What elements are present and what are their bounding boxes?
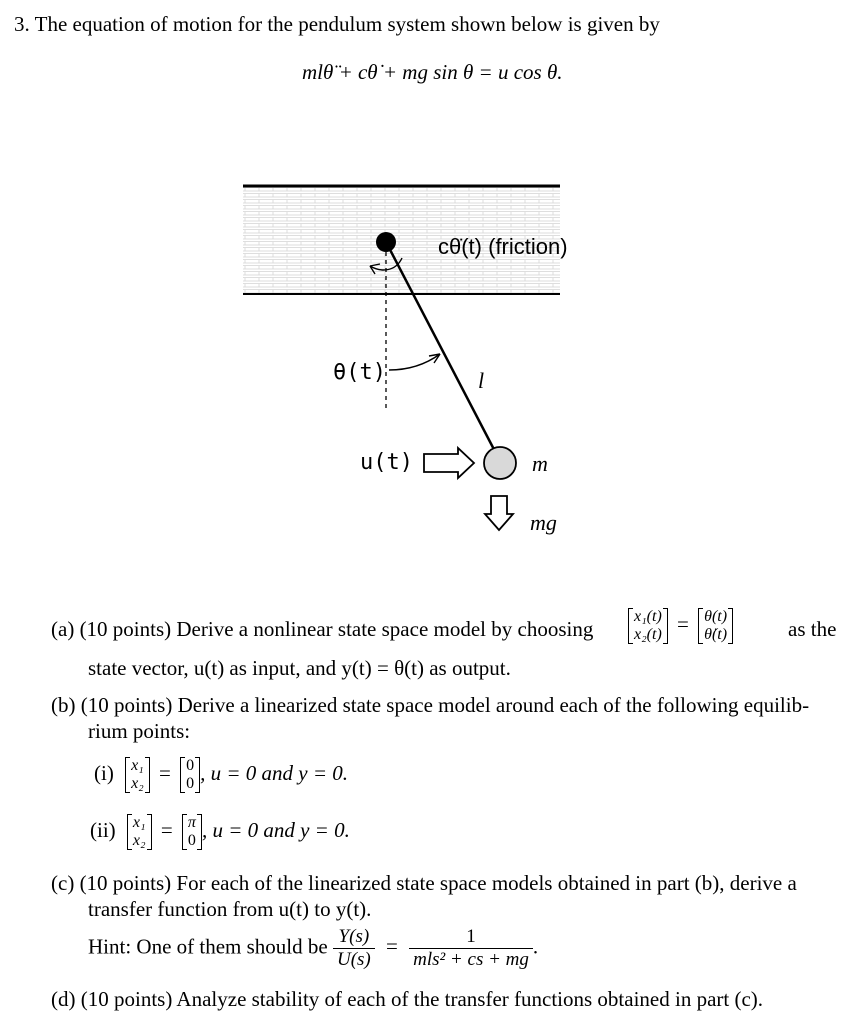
part-c-text2: transfer function from u(t) to y(t). (88, 897, 372, 921)
rod-length-label: l (478, 368, 485, 393)
hint-rhs-fraction: $\frac{1}{\text{mls² + cs + mg}}$ (409, 926, 533, 971)
pendulum-figure (0, 170, 867, 550)
theta-arc-arrow-icon (389, 354, 440, 370)
part-b-line1 (51, 693, 809, 718)
weight-label: mg (530, 510, 557, 535)
part-c-hint: Hint: One of them should be $\frac{Y(s)}{U(s)}$ = $\frac{1}{\text{mls² + cs + mg}}$ . (88, 926, 539, 970)
state-vector-theta: θ(t) θ̇(t) (698, 608, 733, 644)
problem-header (14, 12, 660, 37)
part-d-line (51, 987, 763, 1012)
part-a-label: (a) (51, 617, 75, 641)
part-d-text: Analyze stability of each of the transfer functions obtained in part (c). (176, 987, 764, 1011)
theta-label: θ(t) (333, 360, 386, 385)
friction-label: cθ̇(t) (friction) (438, 234, 568, 259)
item-ii-label: (ii) (90, 817, 116, 842)
item-i-vec-right: 0 0 (180, 757, 200, 793)
part-a-text1: Derive a nonlinear state space model by choosing (176, 617, 594, 641)
equilibrium-point-ii: (ii) x₁ x₂ = π 0 , u = 0 and y = 0. (90, 814, 350, 849)
equilibrium-point-i: (i) x₁ x₂ = 0 0 , u = 0 and y = 0. (94, 757, 349, 792)
part-a-text3: state vector, u(t) as input, and y(t) = θ(t) as output. (88, 656, 511, 680)
part-b-points: (10 points) (80, 693, 173, 717)
part-a-text2: as the (788, 617, 837, 641)
pivot-point (376, 232, 396, 252)
item-i-vec-left: x₁ x₂ (125, 757, 150, 793)
input-label: u(t) (360, 450, 413, 475)
part-a-line1 (51, 617, 593, 642)
hint-prefix: Hint: One of them should be (88, 934, 328, 959)
input-force-arrow-icon (424, 448, 474, 478)
state-vector-x: x₁(t) x₂(t) (628, 608, 668, 644)
part-a-state-vector: x₁(t) x₂(t) = θ(t) θ̇(t) (628, 608, 733, 644)
part-b-text2: rium points: (88, 719, 191, 743)
hint-lhs-fraction: $\frac{Y(s)}{U(s)}$ (333, 926, 375, 971)
gravity-arrow-icon (485, 496, 513, 530)
problem-number: 3. (14, 12, 30, 36)
item-i-label: (i) (94, 760, 114, 785)
part-a-points: (10 points) (79, 617, 172, 641)
item-ii-vec-right: π 0 (182, 814, 202, 850)
part-c-line1 (51, 871, 797, 896)
item-i-cond: , u = 0 and y = 0. (200, 760, 349, 785)
mass-label: m (532, 451, 548, 476)
pendulum-mass (484, 447, 516, 479)
problem-intro: The equation of motion for the pendulum system shown below is given by (34, 12, 660, 36)
part-c-label: (c) (51, 871, 75, 895)
item-ii-vec-left: x₁ x₂ (127, 814, 152, 850)
part-c-points: (10 points) (79, 871, 172, 895)
part-b-text1: Derive a linearized state space model around each of the following equilib- (177, 693, 810, 717)
part-b-label: (b) (51, 693, 76, 717)
part-c-text1: For each of the linearized state space models obtained in part (b), derive a (176, 871, 797, 895)
equation-of-motion: mlθ̈ + cθ̇ + mg sin θ = u cos θ. (302, 60, 563, 84)
item-ii-cond: , u = 0 and y = 0. (201, 817, 350, 842)
part-d-label: (d) (51, 987, 76, 1011)
part-d-points: (10 points) (80, 987, 173, 1011)
